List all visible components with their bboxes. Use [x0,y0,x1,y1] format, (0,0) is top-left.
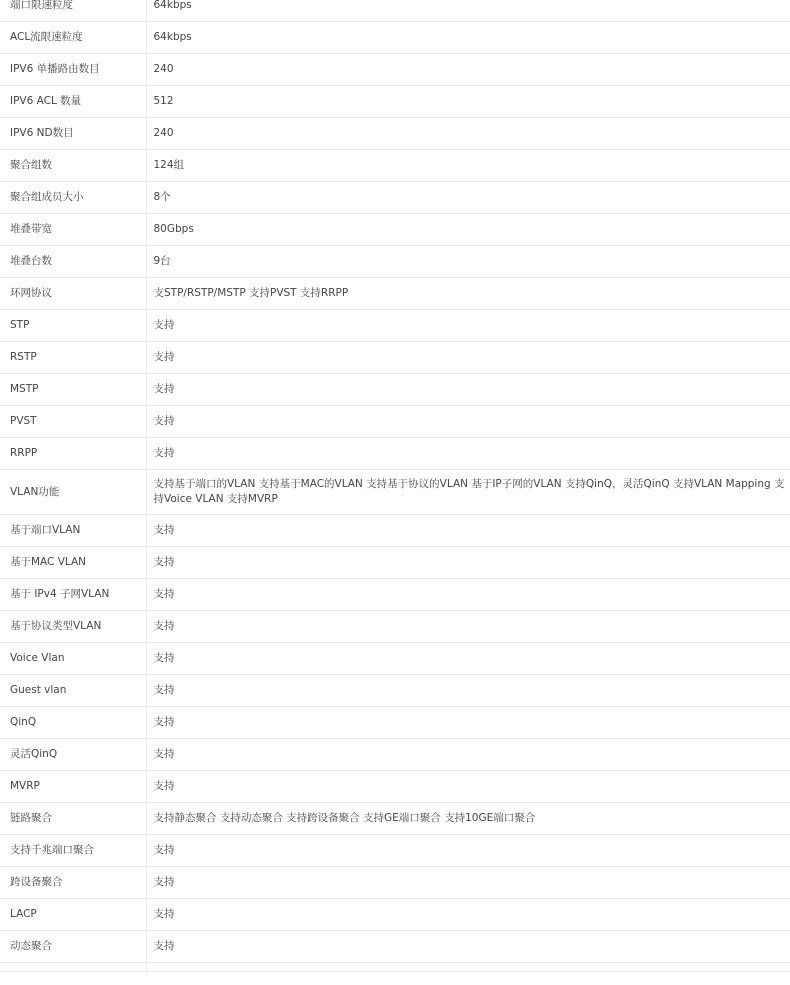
table-row [0,54,790,86]
row-value: 9台 [146,246,790,278]
row-label: 链路聚合 [0,803,146,835]
table-row [0,182,790,214]
table-row [0,438,790,470]
table-row [0,835,790,867]
row-label: Guest vlan [0,675,146,707]
row-label: LACP [0,899,146,931]
table-row [0,470,790,515]
table-row [0,803,790,835]
row-label: 基于端口VLAN [0,515,146,547]
table-row [0,342,790,374]
table-row [0,739,790,771]
row-value: 80Gbps [146,214,790,246]
table-row [0,22,790,54]
table-row [0,643,790,675]
row-label: PVST [0,406,146,438]
table-row [0,707,790,739]
row-value: 支持 [146,374,790,406]
row-label: 基于MAC VLAN [0,547,146,579]
row-value: 支持 [146,611,790,643]
row-label: 堆叠带宽 [0,214,146,246]
row-value: 支持静态聚合 支持动态聚合 支持跨设备聚合 支持GE端口聚合 支持10GE端口聚合 [146,803,790,835]
row-label: MSTP [0,374,146,406]
row-value: 支持 [146,675,790,707]
row-label: RSTP [0,342,146,374]
row-label: MVRP [0,771,146,803]
row-label: IPV6 ND数目 [0,118,146,150]
table-row [0,86,790,118]
row-value: 支持基于端口的VLAN 支持基于MAC的VLAN 支持基于协议的VLAN 基于IP子网的VLAN 支持QinQ，灵活QinQ 支持VLAN Mapping 支持Voice VLAN 支持MVRP [146,470,790,515]
row-value: 支持 [146,771,790,803]
row-label: STP [0,310,146,342]
row-value: 支持 [146,643,790,675]
row-value: 支持 [146,438,790,470]
row-value: 240 [146,118,790,150]
row-value-empty [146,963,790,972]
row-value: 支持 [146,579,790,611]
table-row [0,611,790,643]
row-value: 支STP/RSTP/MSTP 支持PVST 支持RRPP [146,278,790,310]
table-row [0,214,790,246]
table-row [0,579,790,611]
row-value: 支持 [146,931,790,963]
row-value: 支持 [146,310,790,342]
row-label: 聚合组成员大小 [0,182,146,214]
row-value: 支持 [146,707,790,739]
row-label: 灵活QinQ [0,739,146,771]
row-label: 基于协议类型VLAN [0,611,146,643]
table-row [0,547,790,579]
row-label: RRPP [0,438,146,470]
row-value: 240 [146,54,790,86]
row-value: 支持 [146,739,790,771]
row-label: 基于 IPv4 子网VLAN [0,579,146,611]
row-label-empty [0,963,146,972]
table-row [0,931,790,963]
table-row [0,310,790,342]
row-label: 跨设备聚合 [0,867,146,899]
row-label: 支持千兆端口聚合 [0,835,146,867]
row-value: 支持 [146,406,790,438]
row-value: 支持 [146,515,790,547]
row-label: VLAN功能 [0,470,146,515]
row-label: 端口限速粒度 [0,0,146,22]
row-value: 64kbps [146,0,790,22]
row-label: IPV6 单播路由数目 [0,54,146,86]
table-row [0,771,790,803]
table-row [0,0,790,22]
row-value: 8个 [146,182,790,214]
table-row [0,246,790,278]
row-value: 支持 [146,899,790,931]
row-value: 支持 [146,835,790,867]
row-label: Voice Vlan [0,643,146,675]
table-row [0,867,790,899]
table-row-partial [0,963,790,972]
row-value: 512 [146,86,790,118]
table-row [0,150,790,182]
row-label: IPV6 ACL 数量 [0,86,146,118]
row-value: 124组 [146,150,790,182]
row-label: 动态聚合 [0,931,146,963]
table-row [0,515,790,547]
row-value: 支持 [146,547,790,579]
row-value: 64kbps [146,22,790,54]
row-label: QinQ [0,707,146,739]
row-value: 支持 [146,867,790,899]
row-value: 支持 [146,342,790,374]
table-row [0,374,790,406]
table-row [0,278,790,310]
table-row [0,675,790,707]
table-row [0,118,790,150]
table-row [0,899,790,931]
row-label: ACL流限速粒度 [0,22,146,54]
row-label: 堆叠台数 [0,246,146,278]
row-label: 环网协议 [0,278,146,310]
row-label: 聚合组数 [0,150,146,182]
table-row [0,406,790,438]
